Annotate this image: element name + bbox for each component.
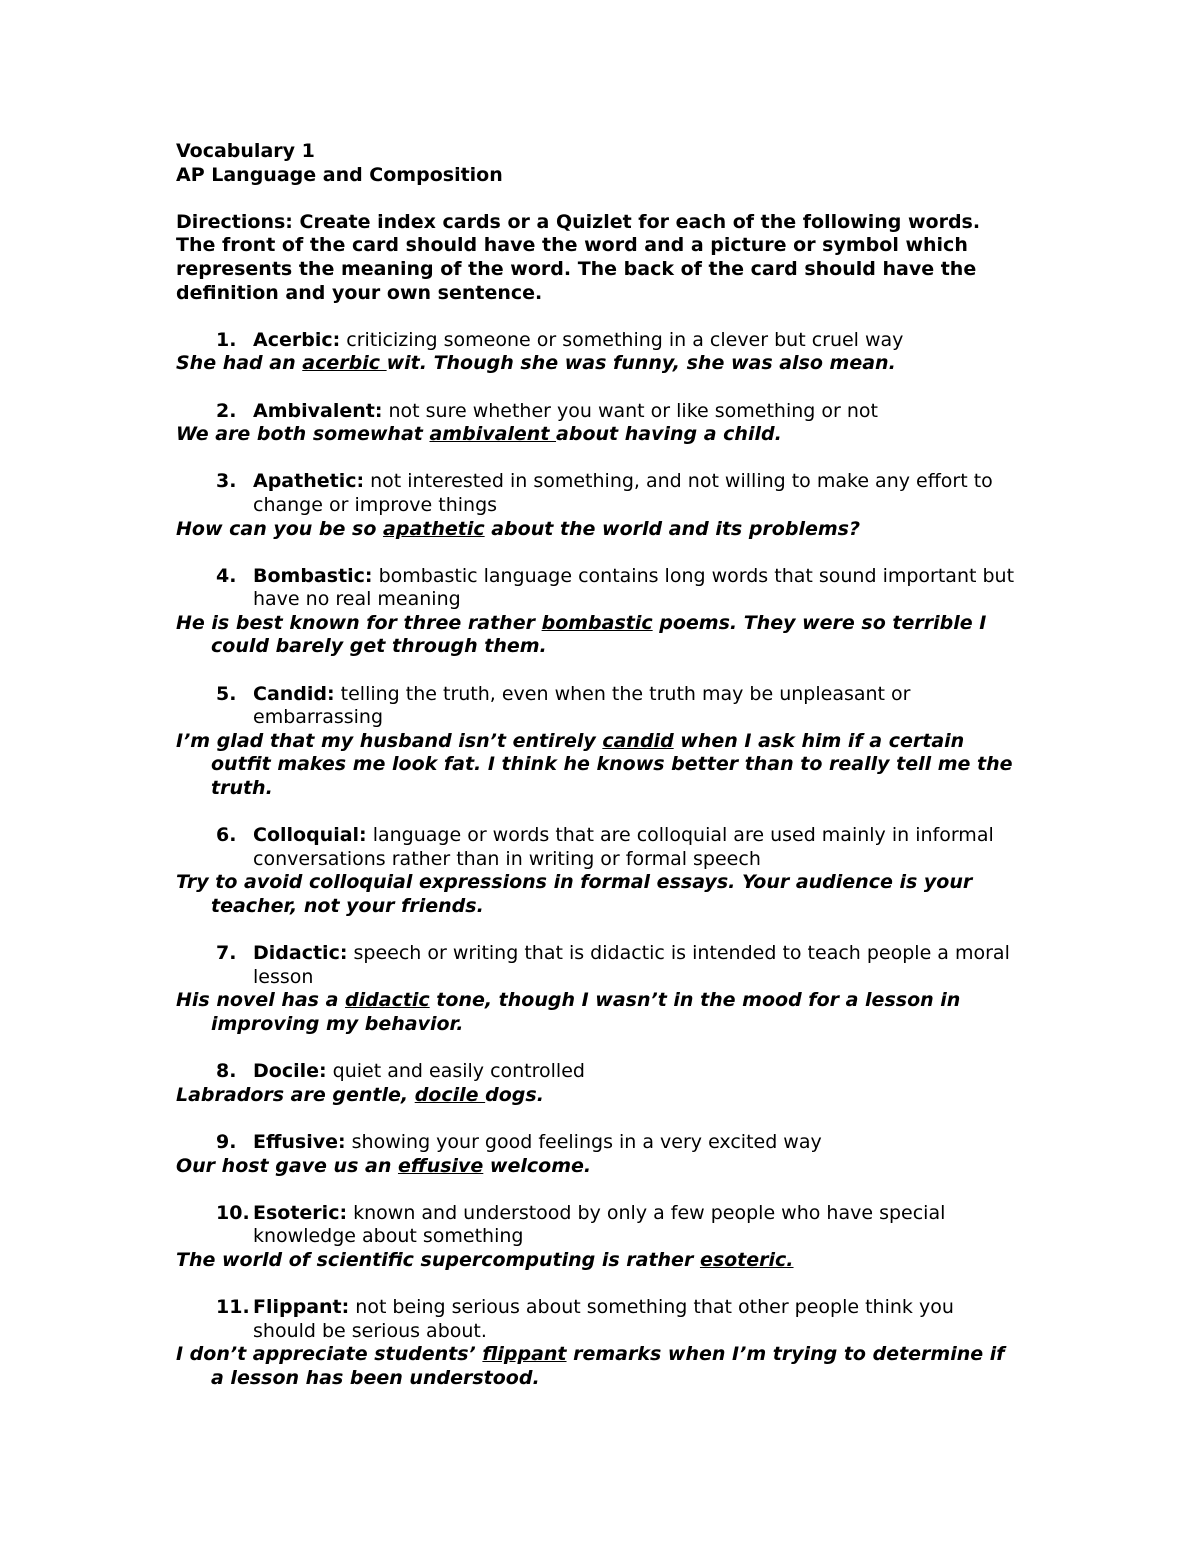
vocabulary-term: Bombastic: <box>253 564 373 587</box>
example-underlined-word: candid <box>602 729 674 752</box>
entry-number: 9. <box>216 1130 237 1153</box>
example-text-before: We are both somewhat <box>176 423 430 446</box>
document-page <box>176 140 1026 1390</box>
definition-line <box>176 1060 1026 1084</box>
vocabulary-entry <box>176 1202 1026 1273</box>
term-definition: showing your good feelings in a very excited way <box>351 1130 822 1153</box>
definition-line <box>176 329 1026 353</box>
term-definition: not being serious about something that other people think you should be serious about. <box>253 1296 954 1342</box>
vocabulary-entry <box>176 329 1026 376</box>
example-sentence <box>176 1249 1026 1273</box>
vocabulary-entry <box>176 1131 1026 1178</box>
vocabulary-entry <box>176 1296 1026 1390</box>
vocabulary-entry <box>176 683 1026 801</box>
example-underlined-word: docile <box>414 1083 486 1106</box>
vocabulary-entry <box>176 942 1026 1036</box>
vocabulary-entry <box>176 565 1026 659</box>
term-definition: language or words that are colloquial are used mainly in informal conversations rather than in writing or formal speech <box>253 824 994 870</box>
example-text-before: I’m glad that my husband isn’t entirely <box>176 729 603 752</box>
example-sentence <box>176 989 1026 1036</box>
example-text-after: poems. They were so terrible I could barely get through them. <box>211 611 987 658</box>
course-name: AP Language and Composition <box>176 163 503 186</box>
example-text-before: She had an <box>176 352 303 375</box>
vocabulary-entry <box>176 824 1026 918</box>
definition-line <box>176 565 1026 612</box>
example-text-before: Labradors are gentle, <box>176 1083 415 1106</box>
example-text-after: when I ask him if a certain outfit makes me look fat. I think he knows better than to really tell me the truth. <box>211 729 1013 800</box>
example-text-after: wit. Though she was funny, she was also mean. <box>386 352 896 375</box>
vocabulary-list <box>176 329 1026 1391</box>
entry-number: 7. <box>216 942 237 965</box>
example-text-after: remarks when I’m trying to determine if a lesson has been understood. <box>211 1343 1005 1389</box>
example-text-after: about the world and its problems? <box>484 517 860 540</box>
example-underlined-word: esoteric. <box>699 1248 794 1271</box>
example-text-after: dogs. <box>485 1083 544 1106</box>
entry-number: 10. <box>216 1201 250 1224</box>
example-sentence <box>176 1084 1026 1108</box>
example-sentence <box>176 1155 1026 1179</box>
term-definition: telling the truth, even when the truth may be unpleasant or embarrassing <box>253 682 911 729</box>
entry-number: 3. <box>216 470 237 493</box>
entry-number: 6. <box>216 824 237 847</box>
example-underlined-word: bombastic <box>541 611 653 634</box>
example-text-before: The world of scientific supercomputing is rather <box>176 1248 700 1271</box>
term-definition: not sure whether you want or like something or not <box>388 399 878 422</box>
term-definition: criticizing someone or something in a clever but cruel way <box>346 328 904 351</box>
term-definition: bombastic language contains long words that sound important but have no real meaning <box>253 564 1015 611</box>
term-definition: not interested in something, and not willing to make any effort to change or improve things <box>253 470 993 516</box>
entry-number: 1. <box>216 328 237 351</box>
example-text-after: tone, though I wasn’t in the mood for a lesson in improving my behavior. <box>211 989 961 1035</box>
example-text-before: His novel has a <box>176 989 346 1012</box>
vocabulary-term: Didactic: <box>253 942 348 965</box>
example-text-after: welcome. <box>483 1154 592 1177</box>
example-sentence <box>176 730 1026 801</box>
definition-line <box>176 1202 1026 1249</box>
example-text-before: Try to avoid colloquial expressions in formal essays. Your audience is your teacher, not your friends. <box>176 871 973 917</box>
example-sentence <box>176 352 1026 376</box>
entry-number: 4. <box>216 564 237 587</box>
example-text-before: He is best known for three rather <box>176 611 542 634</box>
directions-paragraph: Directions: Create index cards or a Quizlet for each of the following words. The front of the card should have the word and a picture or symbol which represents the meaning of the word. The back of the card should have the definition and your own sentence. <box>176 210 981 304</box>
example-text-before: How can you be so <box>176 517 384 540</box>
document-title: Vocabulary 1 <box>176 140 315 162</box>
example-underlined-word: effusive <box>397 1154 484 1177</box>
vocabulary-term: Docile: <box>253 1060 327 1083</box>
header <box>176 140 1026 187</box>
vocabulary-term: Flippant: <box>253 1296 350 1319</box>
definition-line <box>176 942 1026 989</box>
example-sentence <box>176 871 1026 918</box>
vocabulary-term: Colloquial: <box>253 824 367 847</box>
definition-line <box>176 400 1026 424</box>
vocabulary-entry <box>176 400 1026 447</box>
vocabulary-term: Esoteric: <box>253 1201 348 1224</box>
vocabulary-term: Candid: <box>253 682 335 705</box>
definition-line <box>176 1131 1026 1155</box>
definition-line <box>176 824 1026 871</box>
example-sentence <box>176 612 1026 659</box>
example-text-after: about having a child. <box>556 423 782 446</box>
vocabulary-entry <box>176 470 1026 541</box>
example-underlined-word: apathetic <box>383 517 485 540</box>
entry-number: 11. <box>216 1296 250 1319</box>
definition-line <box>176 683 1026 730</box>
example-text-before: I don’t appreciate students’ <box>176 1343 483 1366</box>
example-text-before: Our host gave us an <box>176 1154 398 1177</box>
example-underlined-word: acerbic <box>302 352 387 375</box>
term-definition: quiet and easily controlled <box>332 1060 585 1083</box>
example-sentence <box>176 423 1026 447</box>
example-underlined-word: flippant <box>482 1343 567 1366</box>
vocabulary-entry <box>176 1060 1026 1107</box>
term-definition: speech or writing that is didactic is intended to teach people a moral lesson <box>253 942 1010 988</box>
example-underlined-word: ambivalent <box>429 423 557 446</box>
example-sentence <box>176 1343 1026 1390</box>
entry-number: 8. <box>216 1060 237 1083</box>
entry-number: 2. <box>216 399 237 422</box>
vocabulary-term: Effusive: <box>253 1130 346 1153</box>
example-underlined-word: didactic <box>345 989 430 1012</box>
definition-line <box>176 470 1026 517</box>
term-definition: known and understood by only a few people who have special knowledge about something <box>253 1201 946 1248</box>
vocabulary-term: Ambivalent: <box>253 399 383 422</box>
vocabulary-term: Acerbic: <box>253 328 341 351</box>
example-sentence <box>176 518 1026 542</box>
vocabulary-term: Apathetic: <box>253 470 365 493</box>
entry-number: 5. <box>216 682 237 705</box>
definition-line <box>176 1296 1026 1343</box>
